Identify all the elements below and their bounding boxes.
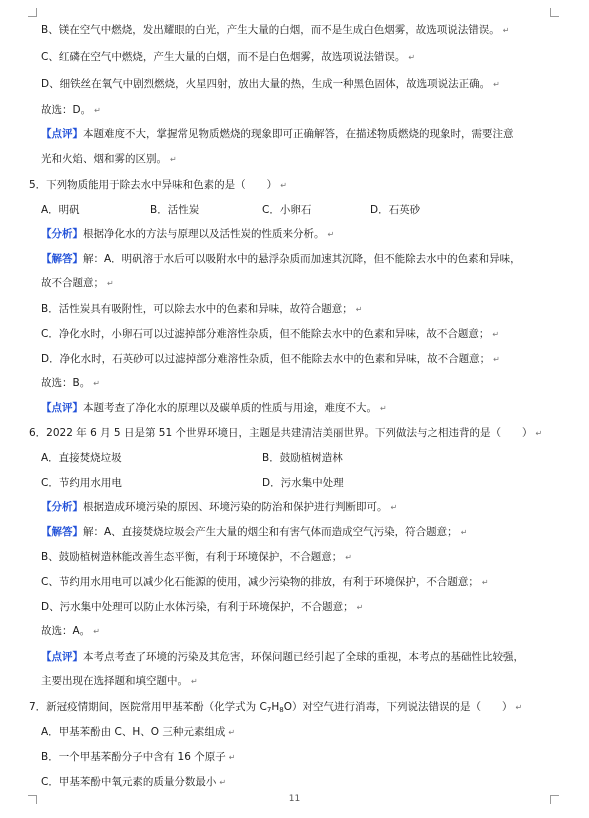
question-6-stem: 6．2022 年 6 月 5 日是第 51 个世界环境日，主题是共建清洁美丽世界。下列做法与之相违背的是（ ） ↵ [29,427,543,439]
text-line: C、节约用水用电可以减少化石能源的使用，减少污染物的排放，有利于环境保护，不合题意； ↵ [41,576,489,588]
text-line: 故选：D。 ↵ [41,104,101,116]
answer-line: 【解答】解：A、直接焚烧垃圾会产生大量的烟尘和有害气体而造成空气污染，符合题意； ↵ [41,526,468,538]
text-line: 故选：B。 ↵ [41,377,100,389]
question-7-stem: 7．新冠疫情期间，医院常用甲基苯酚（化学式为 $C_7H_8O$）对空气进行消毒，下列说法错误的是（ ） ↵ [29,701,523,714]
analysis-line: 【分析】根据净化水的方法与原理以及活性炭的性质来分析。 ↵ [41,228,335,240]
analysis-tag: 【分析】 [41,228,83,240]
text-line: 光和火焰、烟和雾的区别。 ↵ [41,153,177,165]
text-line: C、红磷在空气中燃烧，产生大量的白烟，而不是白色烟雾，故选项说法错误。 ↵ [41,51,416,63]
corner-mark-top-right [550,8,559,17]
q7-option-b: B．一个甲基苯酚分子中含有 16 个原子 ↵ [41,751,236,763]
q5-option-b: B．活性炭 [150,204,200,216]
text-line: B．活性炭具有吸附性，可以除去水中的色素和异味，故符合题意； ↵ [41,303,363,315]
text-line: B、镁在空气中燃烧，发出耀眼的白光，产生大量的白烟，而不是生成白色烟雾，故选项说法错误。 ↵ [41,24,510,36]
answer-tag: 【解答】 [41,253,83,265]
text-line: B、鼓励植树造林能改善生态平衡，有利于环境保护，不合题意； ↵ [41,551,352,563]
q6-option-d: D．污水集中处理 [262,477,344,489]
text-line: D、污水集中处理可以防止水体污染，有利于环境保护，不合题意； ↵ [41,601,364,613]
q5-option-c: C．小卵石 [262,204,312,216]
answer-line: 【解答】解：A．明矾溶于水后可以吸附水中的悬浮杂质而加速其沉降，但不能除去水中的色素和异味， [41,253,521,265]
page-number: 11 [288,794,301,804]
text-line: 故不合题意； ↵ [41,277,114,289]
text-line: C．净化水时，小卵石可以过滤掉部分难溶性杂质，但不能除去水中的色素和异味，故不合题意； ↵ [41,328,500,340]
q6-option-b: B．鼓励植树造林 [262,452,343,464]
q6-option-c: C．节约用水用电 [41,477,122,489]
corner-mark-top-left [28,8,37,17]
text-line: D、细铁丝在氧气中剧烈燃烧，火星四射，放出大量的热，生成一种黑色固体，故选项说法正确。 ↵ [41,78,500,90]
text-line: 主要出现在选择题和填空题中。 ↵ [41,675,198,687]
q5-option-a: A．明矾 [41,204,80,216]
question-5-stem: 5．下列物质能用于除去水中异味和色素的是（ ） ↵ [29,179,287,191]
analysis-line: 【分析】根据造成环境污染的原因、环境污染的防治和保护进行判断即可。 ↵ [41,501,398,513]
comment-line: 【点评】本题考查了净化水的原理以及碳单质的性质与用途，难度不大。 ↵ [41,402,387,414]
text-line: 故选：A。 ↵ [41,625,100,637]
q6-option-a: A．直接焚烧垃圾 [41,452,122,464]
comment-tag: 【点评】 [41,402,83,414]
q7-option-c: C．甲基苯酚中氧元素的质量分数最小 ↵ [41,776,227,788]
comment-line: 【点评】本考点考查了环境的污染及其危害，环保问题已经引起了全球的重视，本考点的基础性比较强， [41,651,524,663]
comment-line: 【点评】本题难度不大，掌握常见物质燃烧的现象即可正确解答，在描述物质燃烧的现象时，需要注意 [41,128,514,140]
q5-option-d: D．石英砂 [370,204,421,216]
text-line: D．净化水时，石英砂可以过滤掉部分难溶性杂质，但不能除去水中的色素和异味，故不合题意； ↵ [41,353,500,365]
comment-tag: 【点评】 [41,128,83,140]
answer-tag: 【解答】 [41,526,83,538]
analysis-tag: 【分析】 [41,501,83,513]
comment-tag: 【点评】 [41,651,83,663]
q7-option-a: A．甲基苯酚由 C、H、O 三种元素组成 ↵ [41,726,236,738]
